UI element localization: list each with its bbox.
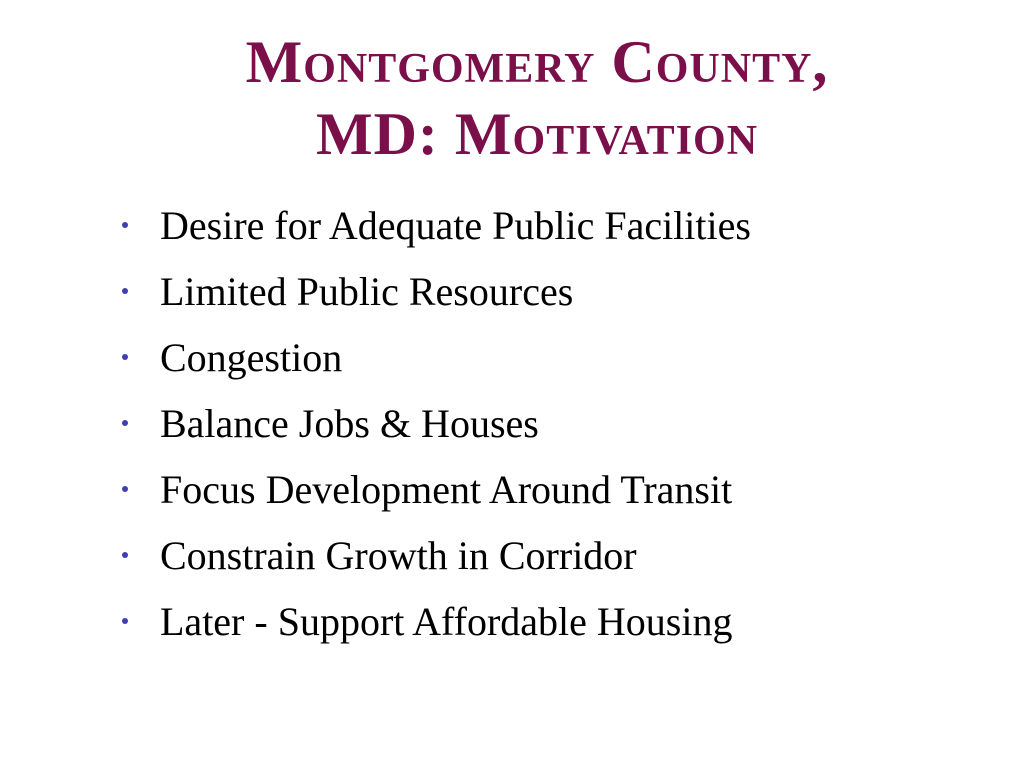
bullet-text: Focus Development Around Transit (160, 466, 733, 512)
bullet-dot-icon (122, 354, 128, 360)
bullet-text: Later - Support Affordable Housing (160, 598, 733, 644)
bullet-text: Congestion (160, 334, 343, 380)
bullet-dot-icon (122, 618, 128, 624)
bullet-item (118, 390, 751, 456)
bullet-text: Desire for Adequate Public Facilities (160, 202, 751, 248)
bullet-item (118, 258, 751, 324)
bullet-text: Limited Public Resources (160, 268, 574, 314)
bullet-item (118, 192, 751, 258)
bullet-dot-icon (122, 486, 128, 492)
bullet-item (118, 588, 751, 654)
bullet-dot-icon (122, 420, 128, 426)
bullet-text: Balance Jobs & Houses (160, 400, 539, 446)
bullet-item (118, 324, 751, 390)
bullet-dot-icon (122, 288, 128, 294)
slide-title-line-1: Montgomery County, (245, 29, 829, 95)
slide-title (0, 26, 1024, 170)
bullet-dot-icon (122, 552, 128, 558)
bullet-item (118, 522, 751, 588)
bullet-list (118, 192, 751, 654)
bullet-item (118, 456, 751, 522)
slide-title-line-2: MD: Motivation (315, 101, 759, 167)
bullet-text: Constrain Growth in Corridor (160, 532, 637, 578)
bullet-dot-icon (122, 222, 128, 228)
